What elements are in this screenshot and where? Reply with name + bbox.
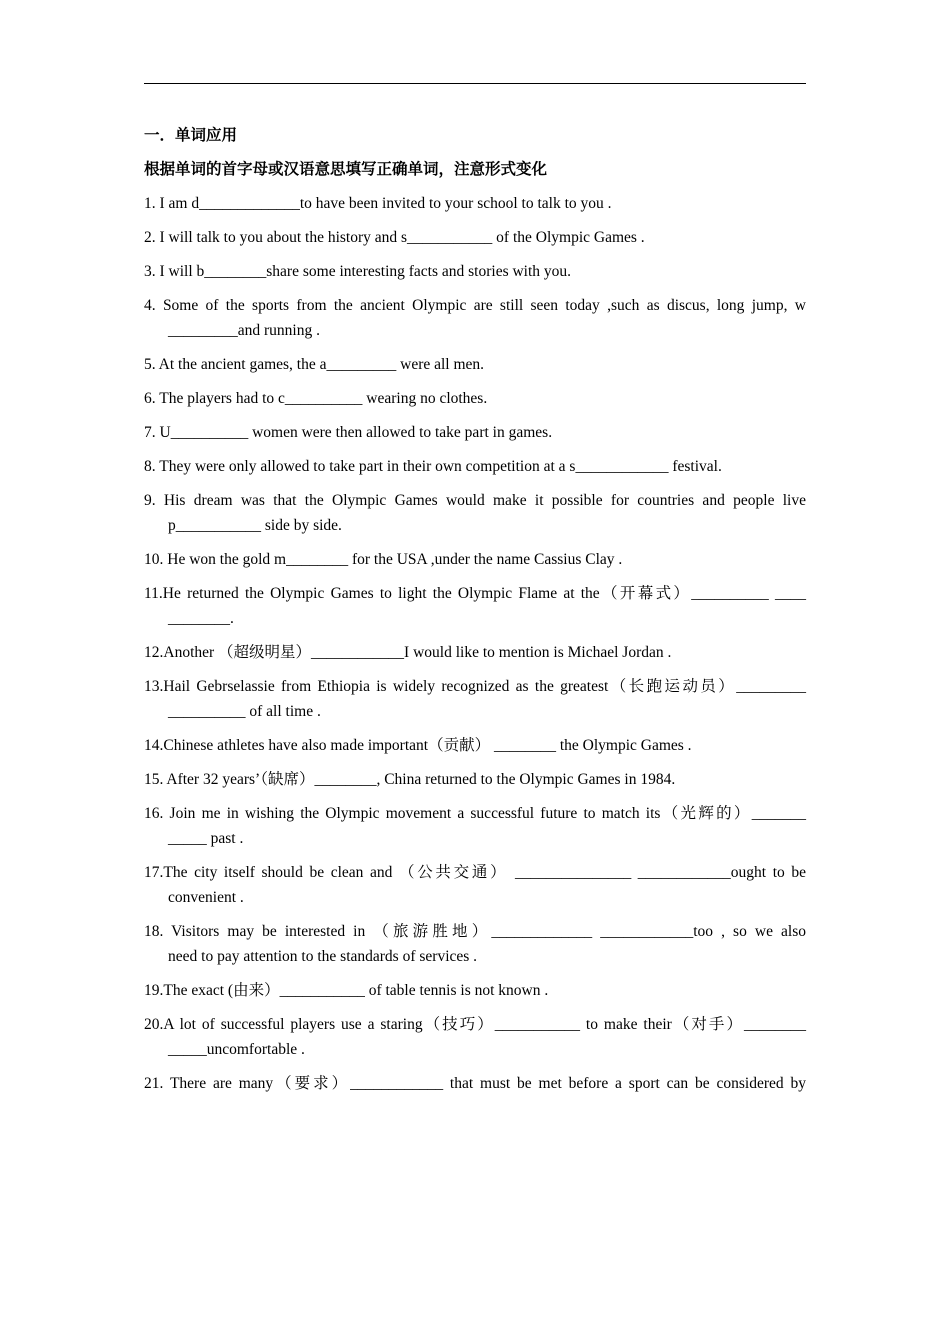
question-1: 1. I am d_____________to have been invited to your school to talk to you . — [144, 195, 612, 212]
section-title: 一．单词应用 — [144, 127, 238, 144]
question-10: 10. He won the gold m________ for the USA ,under the name Cassius Clay . — [144, 551, 623, 568]
question-5: 5. At the ancient games, the a_________ were all men. — [144, 356, 485, 373]
question-7: 7. U__________ women were then allowed to take part in games. — [144, 424, 553, 441]
exercise-content — [144, 125, 806, 1107]
question-9-continuation: p___________ side by side. — [168, 517, 342, 534]
question-8: 8. They were only allowed to take part in their own competition at a s____________ festival. — [144, 458, 722, 475]
question-13-continuation: __________ of all time . — [168, 703, 321, 720]
question-12: 12.Another （超级明星）____________I would like to mention is Michael Jordan . — [144, 644, 672, 661]
question-4-continuation: _________and running . — [168, 322, 320, 339]
question-3: 3. I will b________share some interesting facts and stories with you. — [144, 263, 572, 280]
section-instruction: 根据单词的首字母或汉语意思填写正确单词，注意形式变化 — [144, 161, 548, 178]
question-16: 16. Join me in wishing the Olympic movement a successful future to match its（光辉的）_______ — [144, 805, 806, 822]
question-11-continuation: ________. — [168, 610, 234, 627]
question-20: 20.A lot of successful players use a staring（技巧）___________ to make their（对手）________ — [144, 1016, 806, 1033]
question-9: 9. His dream was that the Olympic Games would make it possible for countries and people live — [144, 492, 806, 509]
question-4: 4. Some of the sports from the ancient Olympic are still seen today ,such as discus, long jump, w — [144, 297, 806, 314]
question-15: 15. After 32 years’（缺席）________, China returned to the Olympic Games in 1984. — [144, 771, 676, 788]
question-17: 17.The city itself should be clean and （公共交通） _______________ ____________ought to be — [144, 864, 806, 881]
question-2: 2. I will talk to you about the history and s___________ of the Olympic Games . — [144, 229, 645, 246]
question-18-continuation: need to pay attention to the standards of services . — [168, 948, 478, 965]
question-13: 13.Hail Gebrselassie from Ethiopia is widely recognized as the greatest（长跑运动员）_________ — [144, 678, 806, 695]
question-17-continuation: convenient . — [168, 889, 244, 906]
header-rule — [144, 83, 806, 84]
question-19: 19.The exact (由来）___________ of table tennis is not known . — [144, 982, 549, 999]
question-20-continuation: _____uncomfortable . — [168, 1041, 305, 1058]
question-11: 11.He returned the Olympic Games to light the Olympic Flame at the（开幕式）__________ ____ — [144, 585, 806, 602]
question-18: 18. Visitors may be interested in （旅游胜地）_____________ ____________too , so we also — [144, 923, 806, 940]
question-21: 21. There are many（要求）____________ that must be met before a sport can be considered by — [144, 1075, 806, 1092]
question-14: 14.Chinese athletes have also made important（贡献） ________ the Olympic Games . — [144, 737, 692, 754]
question-6: 6. The players had to c__________ wearing no clothes. — [144, 390, 488, 407]
question-16-continuation: _____ past . — [168, 830, 244, 847]
